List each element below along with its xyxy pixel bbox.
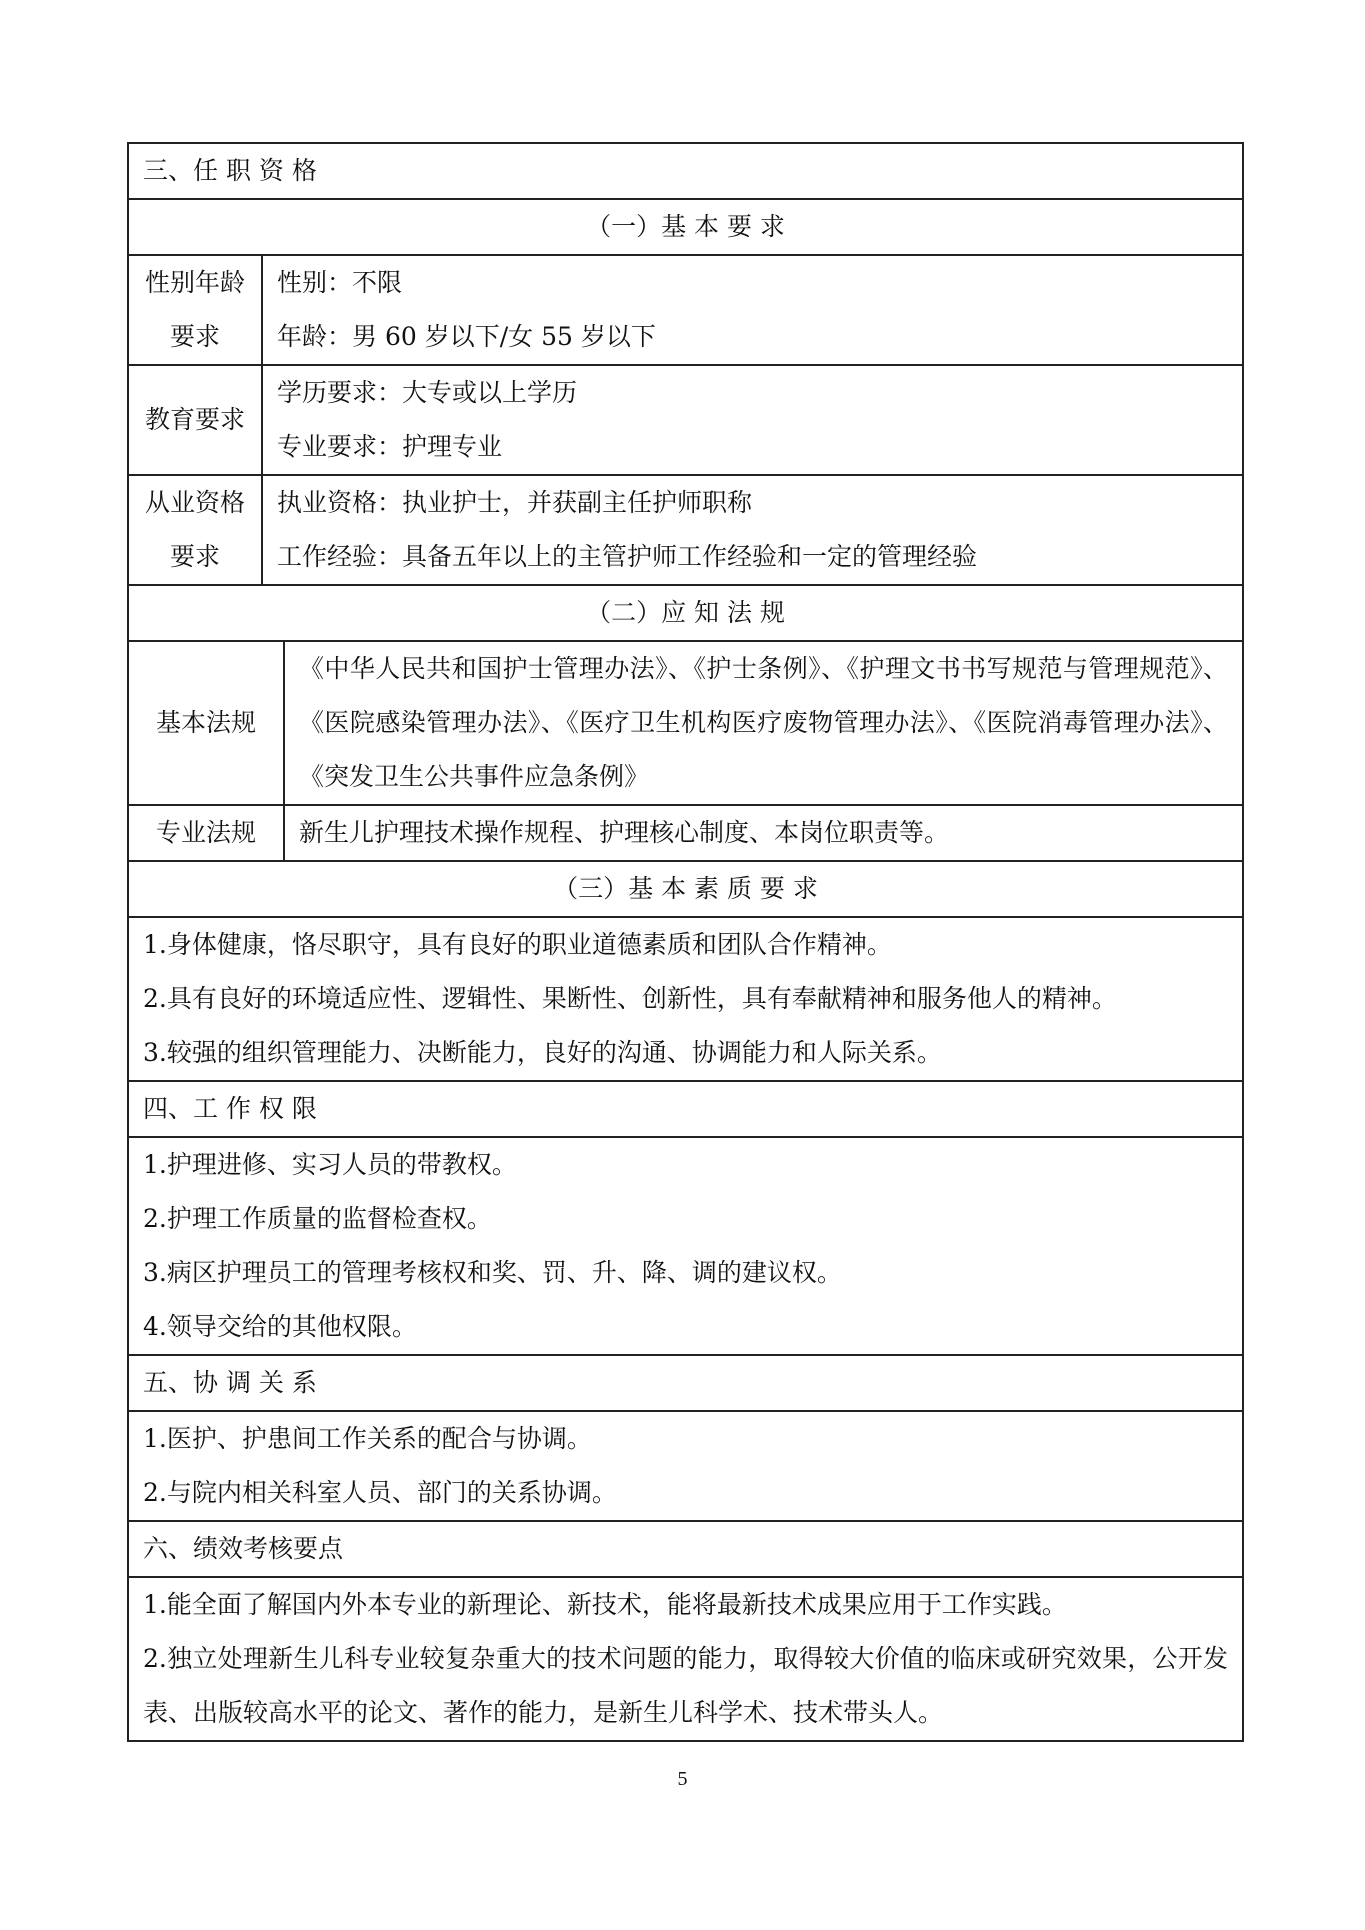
qualification-row — [128, 475, 1243, 585]
basic-regulations-label: 基本法规 — [128, 641, 284, 805]
list-item: 2.具有良好的环境适应性、逻辑性、果断性、创新性，具有奉献精神和服务他人的精神。 — [143, 984, 1117, 1013]
qualification-content — [262, 475, 1243, 585]
sub1-header-row — [128, 199, 1243, 255]
section3-header-row — [128, 143, 1243, 199]
major-line: 专业要求：护理专业 — [277, 432, 503, 461]
list-item: 2.护理工作质量的监督检查权。 — [143, 1204, 492, 1233]
page-number: 5 — [677, 1768, 688, 1790]
list-item: 3.病区护理员工的管理考核权和奖、罚、升、降、调的建议权。 — [143, 1258, 842, 1287]
authority-content — [128, 1137, 1243, 1355]
coordination-content — [128, 1411, 1243, 1521]
sub3-header-row — [128, 861, 1243, 917]
section4-header-row — [128, 1081, 1243, 1137]
education-content — [262, 365, 1243, 475]
qualification-table — [127, 142, 1244, 1742]
authority-row — [128, 1137, 1243, 1355]
section3-title: 三、任 职 资 格 — [128, 143, 1243, 199]
sub2-header-row — [128, 585, 1243, 641]
age-line: 年龄：男 60 岁以下/女 55 岁以下 — [277, 322, 656, 351]
education-row — [128, 365, 1243, 475]
qualification-label — [128, 475, 262, 585]
professional-regulations-label: 专业法规 — [128, 805, 284, 861]
list-item: 3.较强的组织管理能力、决断能力，良好的沟通、协调能力和人际关系。 — [143, 1038, 942, 1067]
list-item: 2.独立处理新生儿科专业较复杂重大的技术问题的能力，取得较大价值的临床或研究效果，公开发表、出版较高水平的论文、著作的能力，是新生儿科学术、技术带头人。 — [143, 1644, 1229, 1727]
quality-requirements-row — [128, 917, 1243, 1081]
section6-title: 六、绩效考核要点 — [128, 1521, 1243, 1577]
section4-title: 四、工 作 权 限 — [128, 1081, 1243, 1137]
list-item: 2.与院内相关科室人员、部门的关系协调。 — [143, 1478, 617, 1507]
gender-age-label — [128, 255, 262, 365]
gender-age-row — [128, 255, 1243, 365]
list-item: 1.医护、护患间工作关系的配合与协调。 — [143, 1424, 592, 1453]
section5-header-row — [128, 1355, 1243, 1411]
section6-header-row — [128, 1521, 1243, 1577]
qualification-table-wrapper — [127, 142, 1242, 1742]
gender-age-content — [262, 255, 1243, 365]
gender-line: 性别：不限 — [277, 268, 403, 297]
performance-row — [128, 1577, 1243, 1741]
sub3-title: （三）基 本 素 质 要 求 — [128, 861, 1243, 917]
professional-regulations-row — [128, 805, 1243, 861]
sub2-title: （二）应 知 法 规 — [128, 585, 1243, 641]
list-item: 1.护理进修、实习人员的带教权。 — [143, 1150, 517, 1179]
quality-requirements-content — [128, 917, 1243, 1081]
degree-line: 学历要求：大专或以上学历 — [277, 378, 578, 407]
gender-age-label-text: 性别年龄要求 — [144, 268, 245, 351]
qualification-label-text: 从业资格要求 — [144, 488, 245, 571]
list-item: 4.领导交给的其他权限。 — [143, 1312, 417, 1341]
list-item: 1.身体健康，恪尽职守，具有良好的职业道德素质和团队合作精神。 — [143, 930, 892, 959]
section5-title: 五、协 调 关 系 — [128, 1355, 1243, 1411]
license-line: 执业资格：执业护士，并获副主任护师职称 — [277, 488, 753, 517]
basic-regulations-row — [128, 641, 1243, 805]
coordination-row — [128, 1411, 1243, 1521]
list-item: 1.能全面了解国内外本专业的新理论、新技术，能将最新技术成果应用于工作实践。 — [143, 1590, 1067, 1619]
sub1-title: （一）基 本 要 求 — [128, 199, 1243, 255]
basic-regulations-text: 《中华人民共和国护士管理办法》、《护士条例》、《护理文书书写规范与管理规范》、《医院感染管理办法》、《医疗卫生机构医疗废物管理办法》、《医院消毒管理办法》、《突发卫生公共事件应急条例》 — [284, 641, 1243, 805]
professional-regulations-text: 新生儿护理技术操作规程、护理核心制度、本岗位职责等。 — [284, 805, 1243, 861]
education-label: 教育要求 — [128, 365, 262, 475]
performance-content — [128, 1577, 1243, 1741]
experience-line: 工作经验：具备五年以上的主管护师工作经验和一定的管理经验 — [277, 542, 978, 571]
